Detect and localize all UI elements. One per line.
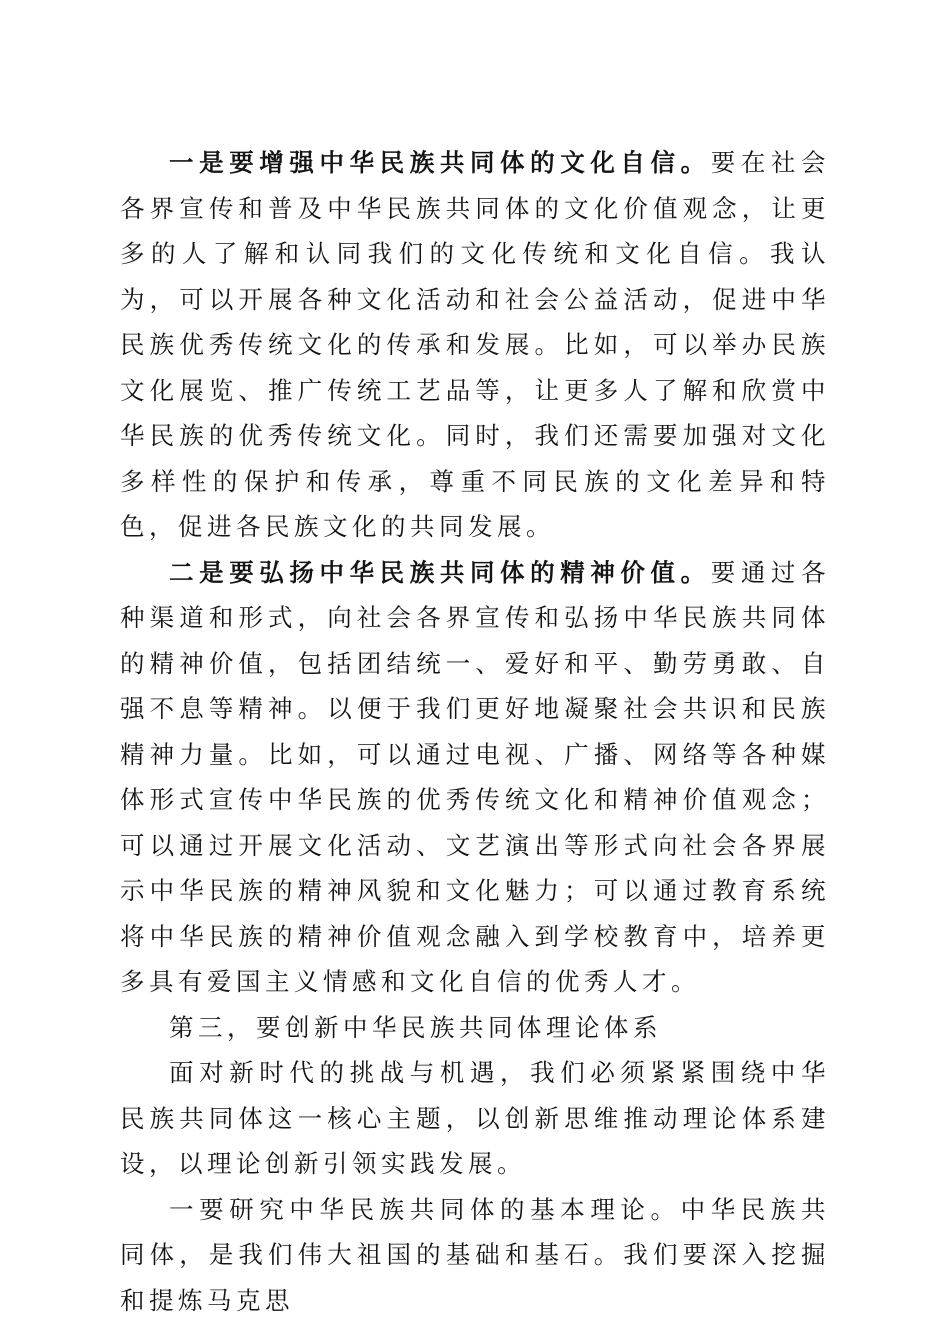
- paragraph-spiritual-value: [120, 550, 830, 1005]
- paragraph-lead-heading: 一是要增强中华民族共同体的文化自信。: [169, 148, 711, 177]
- paragraph-lead-heading: 二是要弘扬中华民族共同体的精神价值。: [169, 557, 711, 587]
- paragraph-basic-theory: 一要研究中华民族共同体的基本理论。中华民族共同体，是我们伟大祖国的基础和基石。我们要深入挖掘和提炼马克思: [120, 1194, 830, 1315]
- paragraph-body: 要在社会各界宣传和普及中华民族共同体的文化价值观念，让更多的人了解和认同我们的文化传统和文化自信。我认为，可以开展各种文化活动和社会公益活动，促进中华民族优秀传统文化的传承和发展。比如，可以举办民族文化展览、推广传统工艺品等，让更多人了解和欣赏中华民族的优秀传统文化。同时，我们还需要加强对文化多样性的保护和传承，尊重不同民族的文化差异和特色，促进各民族文化的共同发展。: [120, 148, 831, 541]
- paragraph-body: 要通过各种渠道和形式，向社会各界宣传和弘扬中华民族共同体的精神价值，包括团结统一、爱好和平、勤劳勇敢、自强不息等精神。以便于我们更好地凝聚社会共识和民族精神力量。比如，可以通过电视、广播、网络等各种媒体形式宣传中华民族的优秀传统文化和精神价值观念；可以通过开展文化活动、文艺演出等形式向社会各界展示中华民族的精神风貌和文化魅力；可以通过教育系统将中华民族的精神价值观念融入到学校教育中，培养更多具有爱国主义情感和文化自信的优秀人才。: [120, 557, 831, 996]
- paragraph-cultural-confidence: [120, 140, 830, 550]
- section-heading-third: 第三，要创新中华民族共同体理论体系: [169, 1012, 662, 1042]
- paragraph-new-era: 面对新时代的挑战与机遇，我们必须紧紧围绕中华民族共同体这一核心主题，以创新思维推动理论体系建设，以理论创新引领实践发展。: [120, 1058, 830, 1178]
- document-page: [120, 140, 830, 1323]
